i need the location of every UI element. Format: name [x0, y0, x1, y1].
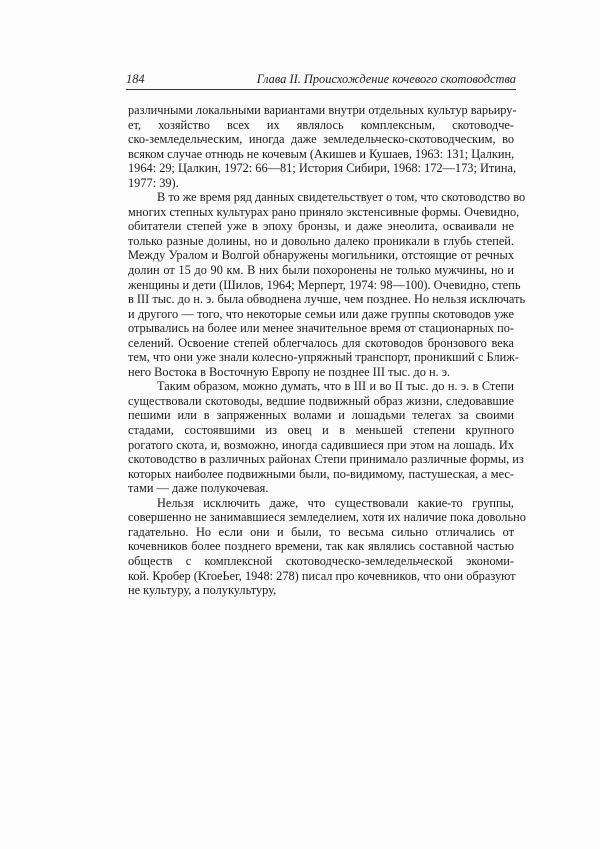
- text-line: совершенно не занимавшиеся земледелием, хотя их наличие пока довольно: [128, 510, 526, 525]
- text-line: только разные долины, но и довольно далеко проникали в глубь степей.: [128, 233, 514, 248]
- text-line: которых наиболее подвижными были, по-видимому, пастушеская, а мес-: [128, 466, 514, 481]
- text-line: отрывались на более или менее значительное время от стационарных по-: [128, 321, 514, 336]
- text-line: ет, хозяйство всех их являлось комплексным, скотоводче-: [128, 117, 514, 132]
- running-head: [126, 71, 516, 87]
- text-line: Нельзя исключить даже, что существовали какие-то группы,: [157, 495, 514, 510]
- text-line: обществ с комплексной скотоводческо-земледельческой экономи-: [128, 553, 514, 568]
- text-line: 1977: 39).: [128, 175, 179, 190]
- text-line: 1964: 29; Цалкин, 1972: 66—81; История Сибири, 1968: 172—173; Итина,: [128, 161, 517, 176]
- text-line: ско-земледельческим, иногда даже земледельческо-скотоводческим, во: [128, 132, 514, 147]
- paragraph-1: [128, 103, 517, 190]
- paragraph-4: [128, 495, 526, 598]
- text-line: Между Уралом и Волгой обнаружены могильники, отстоящие от речных: [128, 248, 514, 263]
- text-line: пешими или в запряженных волами и лошадьми телегах за своими: [128, 408, 514, 423]
- text-line: рогатого скота, и, возможно, иногда садившиеся при этом на лошадь. Их: [128, 437, 514, 452]
- header-rule: [126, 89, 516, 90]
- text-line: селений. Освоение степей облегчалось для скотоводов бронзового века: [128, 335, 514, 350]
- text-line: в III тыс. до н. э. была обводнена лучше, чем позднее. Но нельзя исключать: [128, 292, 526, 307]
- text-line: долин от 15 до 90 км. В них были похоронены не только мужчины, но и: [128, 263, 514, 278]
- text-line: гадательно. Но если они и были, то весьма сильно отличались от: [128, 524, 514, 539]
- text-line: женщины и дети (Шилов, 1964; Мерперт, 1974: 98—100). Очевидно, степь: [128, 277, 521, 292]
- text-line: тем, что они уже знали колесно-упряжный транспорт, проникший с Ближ-: [128, 350, 519, 365]
- text-line: многих степных культурах рано приняло экстенсивные формы. Очевидно,: [128, 204, 520, 219]
- chapter-title: Глава II. Происхождение кочевого скотоводства: [256, 72, 516, 86]
- text-line: скотоводство в различных районах Степи принимало различные формы, из: [128, 452, 524, 467]
- text-line: обитатели степей уже в эпоху бронзы, и даже энеолита, осваивали не: [128, 219, 514, 234]
- paragraph-3: [128, 379, 524, 496]
- text-line: стадами, состоявшими из овец и в меньшей степени крупного: [128, 423, 514, 438]
- text-line: него Востока в Восточную Европу не позднее III тыс. до н. э.: [128, 364, 451, 379]
- text-line: различными локальными вариантами внутри отдельных культур варьиру-: [128, 103, 517, 117]
- text-line: кочевников более позднего времени, так как являлись составной частью: [128, 539, 514, 554]
- body-text: [128, 103, 526, 598]
- page-number: 184: [126, 72, 145, 86]
- text-line: существовали скотоводы, ведшие подвижный образ жизни, следовавшие: [128, 393, 514, 408]
- paragraph-2: [128, 190, 526, 379]
- text-line: Таким образом, можно думать, что в III и во II тыс. до н. э. в Степи: [157, 379, 514, 394]
- text-line: не культуру, а полукультуру,: [128, 583, 277, 598]
- text-line: кой. Кробер (KroeЬег, 1948: 278) писал про кочевников, что они образуют: [128, 568, 516, 583]
- text-line: тами — даже полукочевая.: [128, 481, 269, 496]
- text-line: и другого — того, что некоторые семьи или даже группы скотоводов уже: [128, 306, 514, 321]
- text-line: всяком случае отнюдь не кочевым (Акишев и Кушаев, 1963: 131; Цалкин,: [128, 146, 515, 161]
- text-line: В то же время ряд данных свидетельствует о том, что скотоводство во: [157, 190, 526, 205]
